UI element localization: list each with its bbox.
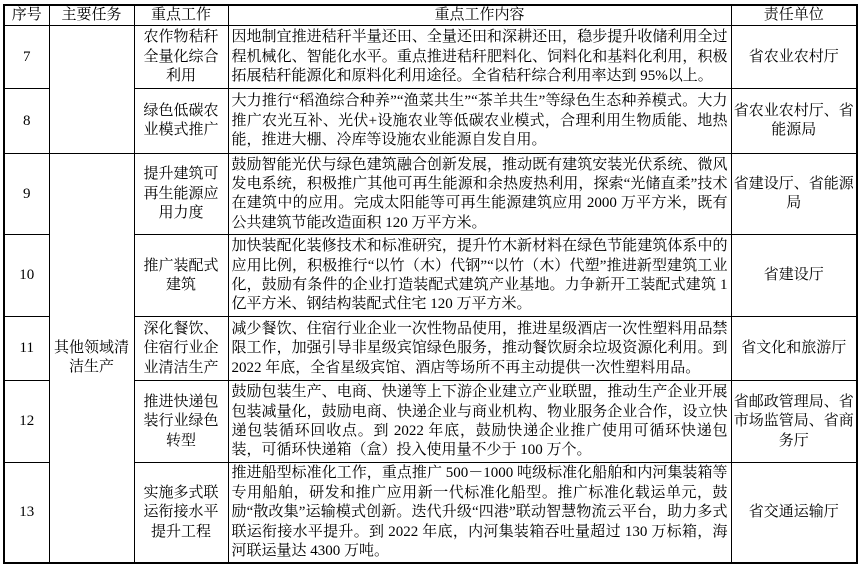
key-work-cell: 推广装配式建筑 [134,235,228,317]
header-row [4,5,857,26]
seq-cell: 12 [4,381,49,463]
unit-cell: 省建设厅 [731,235,857,317]
table-row [4,26,857,89]
header-main-task: 主要任务 [49,5,134,26]
task-group-cell [49,26,134,154]
content-cell: 加快装配化装修技术和标准研究，提升竹木新材料在绿色节能建筑体系中的应用比例，积极推行“以竹（木）代钢”“以竹（木）代塑”推进新型建筑工业化，鼓励有条件的企业打造装配式建筑产业基地。力争新开工装配式建筑 1 亿平方米、钢结构装配式住宅 120 万平方米。 [228,235,731,317]
content-cell: 减少餐饮、住宿行业企业一次性物品使用，推进星级酒店一次性塑料用品禁限工作，加强引导非星级宾馆绿色服务，推动餐饮厨余垃圾资源化利用。到 2022 年底，全省星级宾馆、酒店等场所不再主动提供一次性塑料用品。 [228,317,731,381]
content-cell: 鼓励包装生产、电商、快递等上下游企业建立产业联盟，推动生产企业开展包装减量化，鼓励电商、快递企业与商业机构、物业服务企业合作，设立快递包装循环回收点。到 2022 年底，鼓励快递企业推广使用可循环快递包装，可循环快递箱（盒）投入使用量不少于 100 万个。 [228,381,731,463]
unit-cell: 省农业农村厅 [731,26,857,89]
unit-cell: 省建设厅、省能源局 [731,154,857,235]
unit-cell: 省文化和旅游厅 [731,317,857,381]
unit-cell: 省交通运输厅 [731,463,857,564]
table-header [4,5,857,26]
key-work-cell: 深化餐饮、住宿行业企业清洁生产 [134,317,228,381]
header-seq: 序号 [4,5,49,26]
table-body [4,26,857,564]
seq-cell: 10 [4,235,49,317]
table-row [4,154,857,235]
key-work-cell: 推进快递包装行业绿色转型 [134,381,228,463]
content-cell: 鼓励智能光伏与绿色建筑融合创新发展，推动既有建筑安装光伏系统、微风发电系统，积极推广其他可再生能源和余热废热利用，探索“光储直柔”技术在建筑中的应用。完成太阳能等可再生能源建筑应用 2000 万平方米，既有公共建筑节能改造面积 120 万平方米。 [228,154,731,235]
header-work-content: 重点工作内容 [228,5,731,26]
seq-cell: 8 [4,89,49,154]
key-work-cell: 实施多式联运衔接水平提升工程 [134,463,228,564]
key-work-cell: 农作物秸秆全量化综合利用 [134,26,228,89]
seq-cell: 11 [4,317,49,381]
key-work-cell: 提升建筑可再生能源应用力度 [134,154,228,235]
content-cell: 因地制宜推进秸秆半量还田、全量还田和深耕还田，稳步提升收储利用全过程机械化、智能化水平。重点推进秸秆肥料化、饲料化和基料化利用，积极拓展秸秆能源化和原料化利用途径。全省秸秆综合利用率达到 95%以上。 [228,26,731,89]
content-cell: 推进船型标准化工作，重点推广 500－1000 吨级标准化船舶和内河集装箱等专用船舶，研发和推广应用新一代标准化船型。推广标准化载运单元，鼓励“散改集”运输模式创新。迭代升级“四港”联动智慧物流云平台，助力多式联运衔接水平提升。到 2022 年底，内河集装箱吞吐量超过 130 万标箱，海河联运量达 4300 万吨。 [228,463,731,564]
header-key-work: 重点工作 [134,5,228,26]
seq-cell: 9 [4,154,49,235]
seq-cell: 13 [4,463,49,564]
header-unit: 责任单位 [731,5,857,26]
key-tasks-table [3,4,858,564]
content-cell: 大力推行“稻渔综合种养”“渔菜共生”“茶羊共生”等绿色生态种养模式。大力推广农光互补、光伏+设施农业等低碳农业模式，合理利用生物质能、地热能，推进大棚、冷库等设施农业能源自发自用。 [228,89,731,154]
task-group-cell: 其他领域清洁生产 [49,154,134,564]
seq-cell: 7 [4,26,49,89]
unit-cell: 省农业农村厅、省能源局 [731,89,857,154]
key-work-cell: 绿色低碳农业模式推广 [134,89,228,154]
unit-cell: 省邮政管理局、省市场监管局、省商务厅 [731,381,857,463]
